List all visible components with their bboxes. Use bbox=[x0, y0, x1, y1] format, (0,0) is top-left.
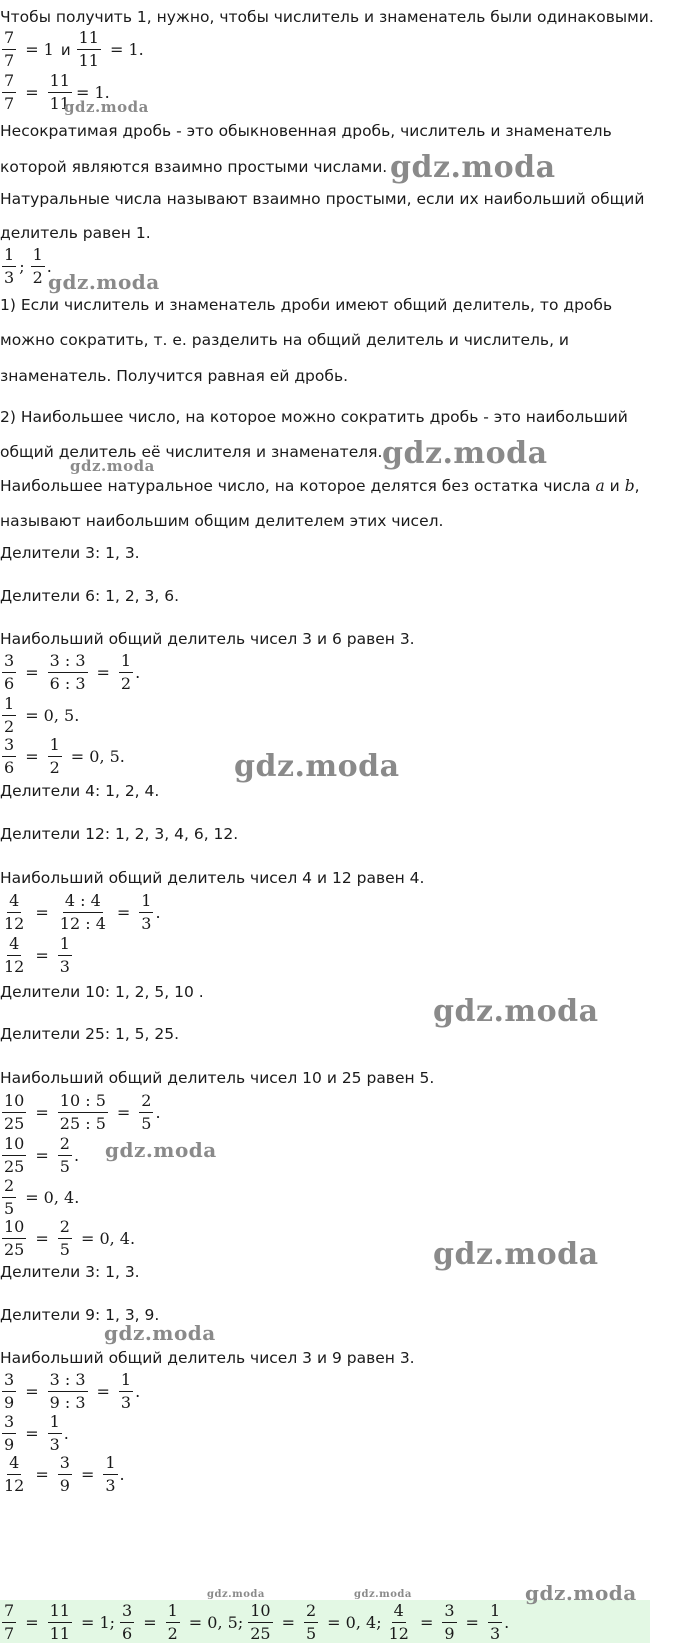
text-gcd-10-25: Наибольший общий делитель чисел 10 и 25 равен 5. bbox=[0, 1069, 435, 1087]
text-gcd-3-6: Наибольший общий делитель чисел 3 и 6 равен 3. bbox=[0, 630, 415, 648]
watermark-logo: gdz.moda bbox=[433, 1237, 599, 1272]
text-rule1-b: можно сократить, т. е. разделить на общий делитель и числитель, и bbox=[0, 331, 569, 349]
text-irreducible-1: Несократимая дробь - это обыкновенная дробь, числитель и знаменатель bbox=[0, 122, 612, 140]
equation-2-5-decimal: $\frac{2}{5}$ = 0, 4. bbox=[4, 1176, 80, 1218]
watermark-logo: gdz.moda bbox=[64, 98, 149, 116]
text-divisors-6: Делители 6: 1, 2, 3, 6. bbox=[0, 587, 180, 605]
text-coprime-1: Натуральные числа называют взаимно простыми, если их наибольший общий bbox=[0, 190, 645, 208]
equation-7-7-eq-11-11: $\frac{7}{7}$ = $\frac{11}{11}$ = 1. bbox=[4, 71, 110, 113]
equation-4-12-result: $\frac{4}{12}$ = $\frac{1}{3}$ bbox=[4, 934, 70, 976]
watermark-logo: gdz.moda bbox=[207, 1589, 265, 1600]
watermark-logo: gdz.moda bbox=[105, 1138, 217, 1162]
text-divisors-4: Делители 4: 1, 2, 4. bbox=[0, 782, 160, 800]
text-gcd-definition-b: называют наибольшим общим делителем этих чисел. bbox=[0, 512, 444, 530]
equation-4-12-reduce: $\frac{4}{12}$ = $\frac{4 : 4}{12 : 4}$ = $\frac{1}{3}$ . bbox=[4, 891, 161, 933]
watermark-logo: gdz.moda bbox=[70, 457, 155, 475]
text-rule1-c: знаменатель. Получится равная ей дробь. bbox=[0, 367, 349, 385]
equation-3-6-reduce: $\frac{3}{6}$ = $\frac{3 : 3}{6 : 3}$ = $\frac{1}{2}$ . bbox=[4, 651, 141, 693]
text-divisors-3: Делители 3: 1, 3. bbox=[0, 544, 140, 562]
watermark-logo: gdz.moda bbox=[354, 1589, 412, 1600]
watermark-logo: gdz.moda bbox=[525, 1581, 637, 1605]
watermark-logo: gdz.moda bbox=[48, 270, 160, 294]
text-coprime-2: делитель равен 1. bbox=[0, 224, 151, 242]
watermark-logo: gdz.moda bbox=[382, 436, 548, 471]
equation-3-9-reduce: $\frac{3}{9}$ = $\frac{3 : 3}{9 : 3}$ = $\frac{1}{3}$ . bbox=[4, 1370, 141, 1412]
text-rule2-a: 2) Наибольшее число, на которое можно сократить дробь - это наибольший bbox=[0, 408, 628, 426]
watermark-logo: gdz.moda bbox=[433, 994, 599, 1029]
equation-10-25-reduce: $\frac{10}{25}$ = $\frac{10 : 5}{25 : 5}$ = $\frac{2}{5}$ . bbox=[4, 1091, 161, 1133]
fraction: $\frac{7}{7}$ bbox=[4, 28, 15, 70]
equation-3-9-result: $\frac{3}{9}$ = $\frac{1}{3}$ . bbox=[4, 1412, 69, 1454]
equation-4-12-3-9: $\frac{4}{12}$ = $\frac{3}{9}$ = $\frac{1}{3}$ . bbox=[4, 1453, 125, 1495]
text-divisors-3b: Делители 3: 1, 3. bbox=[0, 1263, 140, 1281]
text-divisors-10: Делители 10: 1, 2, 5, 10 . bbox=[0, 983, 204, 1001]
text-divisors-9: Делители 9: 1, 3, 9. bbox=[0, 1306, 160, 1324]
watermark-logo: gdz.moda bbox=[390, 150, 556, 185]
text-rule2-b: общий делитель её числителя и знаменателя. bbox=[0, 443, 383, 461]
watermark-logo: gdz.moda bbox=[104, 1321, 216, 1345]
equation-10-25-result: $\frac{10}{25}$ = $\frac{2}{5}$ . bbox=[4, 1134, 80, 1176]
text-ones-rule: Чтобы получить 1, нужно, чтобы числитель и знаменатель были одинаковыми. bbox=[0, 8, 654, 26]
watermark-logo: gdz.moda bbox=[234, 749, 400, 784]
text-rule1-a: 1) Если числитель и знаменатель дроби имеют общий делитель, то дробь bbox=[0, 296, 613, 314]
equation-1-2-decimal: $\frac{1}{2}$ = 0, 5. bbox=[4, 694, 80, 736]
equation-3-6-decimal: $\frac{3}{6}$ = $\frac{1}{2}$ = 0, 5. bbox=[4, 735, 125, 777]
final-answer: $\frac{7}{7}$ = $\frac{11}{11}$ = 1; $\frac{3}{6}$ = $\frac{1}{2}$ = 0, 5; $\frac{10}{25}$ = $\frac{2}{5}$ = 0, 4; $\frac{4}{12}$ = $\frac{3}{9}$ = $\frac{1}{3}$ . bbox=[4, 1601, 510, 1643]
text-gcd-3-9: Наибольший общий делитель чисел 3 и 9 равен 3. bbox=[0, 1349, 415, 1367]
text-gcd-definition-a: Наибольшее натуральное число, на которое делятся без остатка числа a и b, bbox=[0, 477, 640, 495]
text-irreducible-2: которой являются взаимно простыми числами. bbox=[0, 158, 388, 176]
equation-irreducible-examples: $\frac{1}{3}$ ; $\frac{1}{2}$ . bbox=[4, 245, 52, 287]
equation-7-7-11-11: $\frac{7}{7}$ = 1 и $\frac{11}{11}$ = 1. bbox=[4, 28, 144, 70]
equation-10-25-decimal: $\frac{10}{25}$ = $\frac{2}{5}$ = 0, 4. bbox=[4, 1217, 136, 1259]
text-divisors-25: Делители 25: 1, 5, 25. bbox=[0, 1025, 180, 1043]
text-divisors-12: Делители 12: 1, 2, 3, 4, 6, 12. bbox=[0, 825, 239, 843]
text-gcd-4-12: Наибольший общий делитель чисел 4 и 12 равен 4. bbox=[0, 869, 425, 887]
